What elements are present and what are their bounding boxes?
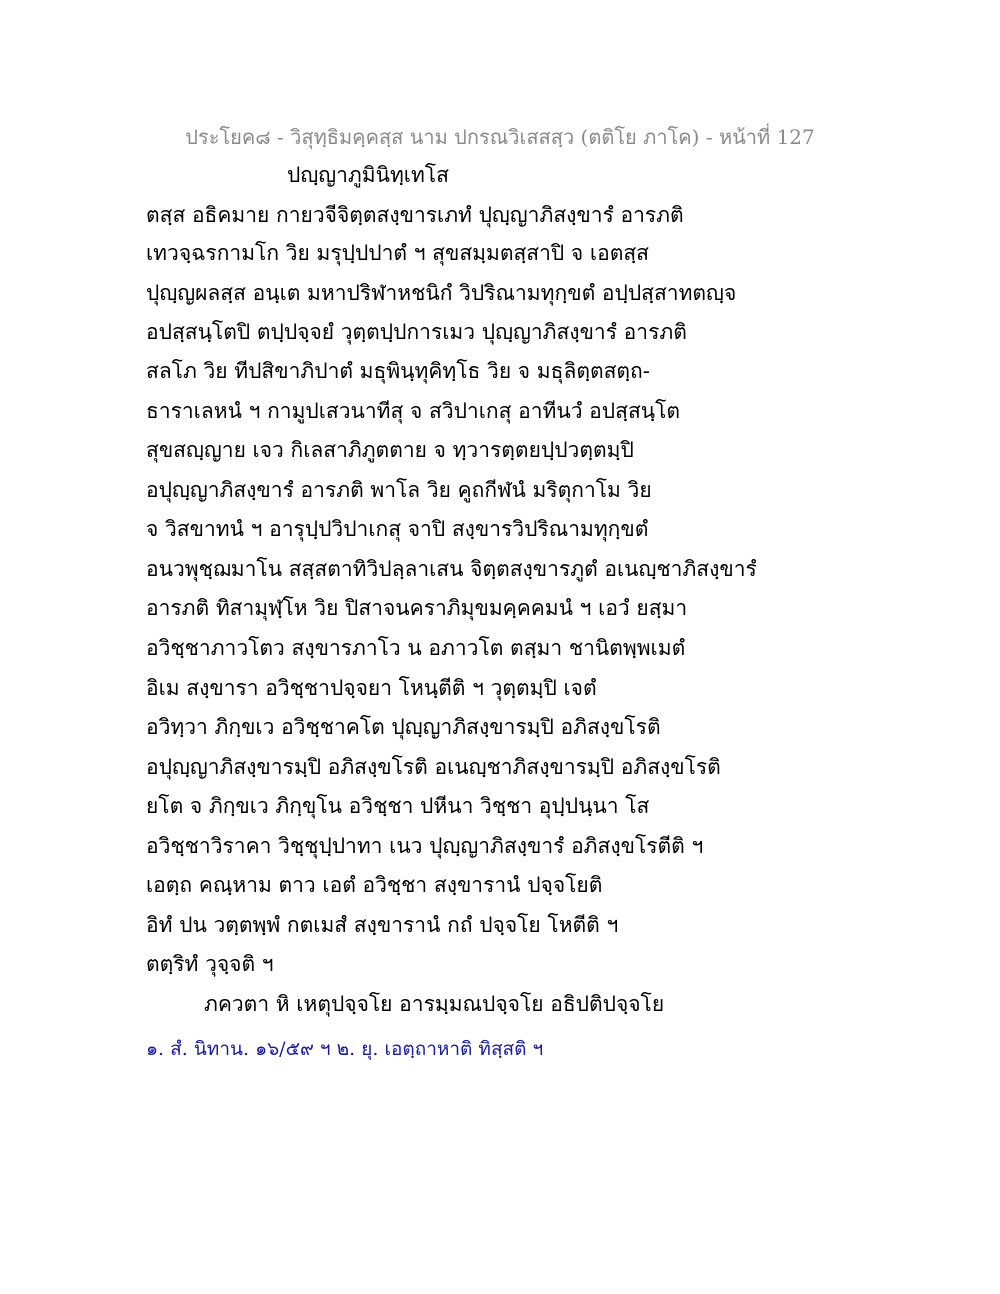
text-line: อารภติ ทิสามุฬฺโห วิย ปิสาจนคราภิมุขมคฺคคมนํ ฯ เอวํ ยสฺมา [146, 596, 688, 620]
text-line: อปุญฺญาภิสงฺขารมฺปิ อภิสงฺขโรติ อเนญฺชาภิสงฺขารมฺปิ อภิสงฺขโรติ [146, 755, 721, 779]
text-line: จ วิสขาทนํ ฯ อารุปฺปวิปาเกสุ จาปิ สงฺขารวิปริณามทุกฺขตํ [146, 517, 649, 541]
text-line: อปุญฺญาภิสงฺขารํ อารภติ พาโล วิย คูถกีฬนํ มริตุกาโม วิย [146, 478, 652, 502]
text-line: ธาราเลหนํ ฯ กามูปเสวนาทีสุ จ สวิปาเกสุ อาทีนวํ อปสฺสนฺโต [146, 399, 681, 423]
text-line: อนวพุชฺฌมาโน สสฺสตาทิวิปลฺลาเสน จิตฺตสงฺขารภูตํ อเนญฺชาภิสงฺขารํ [146, 557, 757, 581]
text-line: ตสฺส อธิคมาย กายวจีจิตฺตสงฺขารเภทํ ปุญฺญาภิสงฺขารํ อารภติ [146, 203, 684, 227]
page-header: ประโยค๘ - วิสุทฺธิมคฺคสฺส นาม ปกรณวิเสสสฺว (ตติโย ภาโค) - หน้าที่ 127 [185, 125, 815, 149]
footnote: ๑. สํ. นิทาน. ๑๖/๕๙ ฯ ๒. ยุ. เอตฺถาหาติ ทิสฺสติ ฯ [146, 1038, 544, 1060]
text-line: อิทํ ปน วตฺตพฺพํ กตเมสํ สงฺขารานํ กถํ ปจฺจโย โหตีติ ฯ [146, 913, 619, 937]
text-line: อิเม สงฺขารา อวิชฺชาปจฺจยา โหนฺตีติ ฯ วุตฺตมฺปิ เจตํ [146, 676, 597, 700]
text-line: ยโต จ ภิกฺขเว ภิกฺขุโน อวิชฺชา ปหีนา วิชฺชา อุปฺปนฺนา โส [146, 794, 650, 818]
text-line: ตตฺริทํ วุจฺจติ ฯ [146, 952, 274, 976]
text-line: เทวจฺฉรกามโก วิย มรุปฺปปาตํ ฯ สุขสมฺมตสฺสาปิ จ เอตสฺส [146, 241, 649, 265]
text-line: ภควตา หิ เหตุปจฺจโย อารมฺมณปจฺจโย อธิปติปจฺจโย [204, 992, 665, 1016]
text-line: ปุญฺญผลสฺส อนฺเต มหาปริฬาหชนิกํ วิปริณามทุกฺขตํ อปฺปสฺสาทตญฺจ [146, 281, 737, 305]
text-line: เอตฺถ คณฺหาม ตาว เอตํ อวิชฺชา สงฺขารานํ ปจฺจโยติ [146, 873, 603, 897]
text-line: สุขสญฺญาย เจว กิเลสาภิภูตตาย จ ทฺวารตฺตยปฺปวตฺตมฺปิ [146, 438, 634, 462]
text-line: อวิชฺชาภาวโตว สงฺขารภาโว น อภาวโต ตสฺมา ชานิตพฺพเมตํ [146, 636, 686, 660]
text-line: อปสฺสนฺโตปิ ตปฺปจฺจยํ วุตฺตปฺปการเมว ปุญฺญาภิสงฺขารํ อารภติ [146, 320, 687, 344]
text-line: อวิทฺวา ภิกฺขเว อวิชฺชาคโต ปุญฺญาภิสงฺขารมฺปิ อภิสงฺขโรติ [146, 715, 661, 739]
text-line: สลโภ วิย ทีปสิขาภิปาตํ มธุพินฺทุคิทฺโธ วิย จ มธุลิตฺตสตฺถ- [146, 359, 650, 383]
section-title: ปญฺญาภูมินิทฺเทโส [287, 163, 449, 187]
text-line: อวิชฺชาวิราคา วิชฺชุปฺปาทา เนว ปุญฺญาภิสงฺขารํ อภิสงฺขโรตีติ ฯ [146, 834, 704, 858]
